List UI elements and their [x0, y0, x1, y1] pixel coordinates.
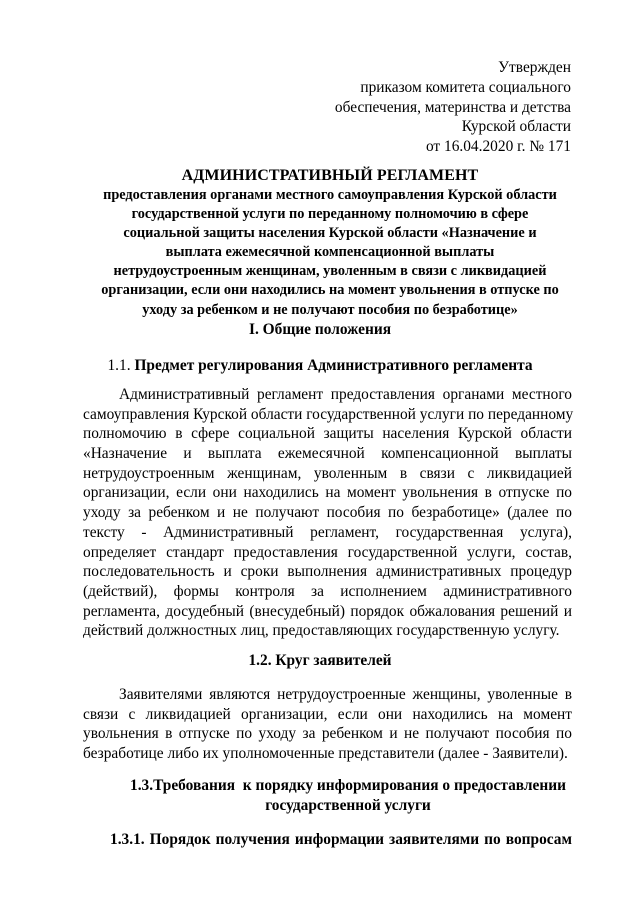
section-1-2-paragraph	[83, 685, 572, 764]
paragraph-line: безработице либо их уполномоченные представители (далее - Заявители).	[83, 745, 568, 763]
subtitle-line: нетрудоустроенным женщинам, уволенным в связи с ликвидацией	[113, 263, 547, 280]
approval-line: Курской области	[461, 118, 571, 136]
paragraph-line: самоуправления Курской области государственной услуги по переданному	[83, 405, 574, 423]
section-1-1-paragraph	[83, 385, 572, 641]
paragraph-line: тексту - Административный регламент, государственная услуга),	[83, 523, 572, 541]
paragraph-line: Административный регламент предоставления органами местного	[119, 386, 572, 403]
section-1-2-heading: 1.2. Круг заявителей	[248, 652, 392, 669]
section-1-1-number: 1.1.	[107, 357, 131, 374]
paragraph-line: регламента, досудебный (внесудебный) порядок обжалования решений и	[83, 602, 572, 620]
subtitle-line: выплата ежемесячной компенсационной выплаты	[165, 244, 495, 261]
paragraph-line: увольнения в отпуске по уходу за ребенком и не получают пособия по	[83, 725, 572, 743]
approval-stamp	[251, 58, 571, 157]
subtitle-line: социальной защиты населения Курской области «Назначение и	[123, 225, 537, 242]
section-1-heading: I. Общие положения	[248, 321, 392, 338]
section-1-3-heading-line: 1.3.Требования к порядку информирования о предоставлении	[130, 777, 566, 794]
section-1-3-1-heading: 1.3.1. Порядок получения информации заявителями по вопросам	[110, 831, 572, 848]
subtitle-line: предоставления органами местного самоуправления Курской области	[103, 187, 557, 203]
paragraph-line: нетрудоустроенным женщинам, уволенным в связи с ликвидацией	[83, 464, 572, 482]
section-1-1-title: Предмет регулирования Административного регламента	[134, 357, 533, 374]
paragraph-line: «Назначение и выплата ежемесячной компенсационной выплаты	[83, 445, 572, 463]
paragraph-line: определяет стандарт предоставления государственной услуги, состав,	[83, 543, 572, 561]
paragraph-line: действий должностных лиц, предоставляющих государственную услугу.	[83, 622, 560, 640]
paragraph-line: организации, если они находились на момент увольнения в отпуске по	[83, 484, 572, 502]
approval-line: обеспечения, материнства и детства	[334, 98, 571, 116]
subtitle-line: государственной услуги по переданному полномочию в сфере	[131, 206, 529, 223]
paragraph-line: полномочию в сфере социальной защиты населения Курской области	[83, 425, 572, 443]
approval-date-number: от 16.04.2020 г. № 171	[425, 138, 571, 156]
document-title: АДМИНИСТРАТИВНЫЙ РЕГЛАМЕНТ	[181, 167, 479, 184]
approval-line: приказом комитета социального	[360, 78, 571, 96]
paragraph-line: (действий), формы контроля за исполнением административного	[83, 582, 572, 600]
approval-line: Утвержден	[498, 59, 571, 76]
subtitle-line: уходу за ребенком и не получают пособия по безработице»	[142, 301, 518, 318]
paragraph-line: связи с ликвидацией организации, если они находились на момент	[83, 705, 572, 723]
section-1-3-heading	[68, 776, 628, 816]
paragraph-line: последовательность и сроки выполнения административных процедур	[83, 563, 572, 581]
document-subtitle	[68, 186, 592, 320]
section-1-1-heading	[68, 356, 572, 376]
paragraph-line: Заявителями являются нетрудоустроенные женщины, уволенные в	[119, 686, 572, 703]
section-1-3-heading-line: государственной услуги	[265, 797, 431, 814]
paragraph-line: уходу за ребенком и не получают пособия по безработице» (далее по	[83, 504, 572, 522]
subtitle-line: организации, если они находились на момент увольнения в отпуске по	[101, 282, 559, 299]
